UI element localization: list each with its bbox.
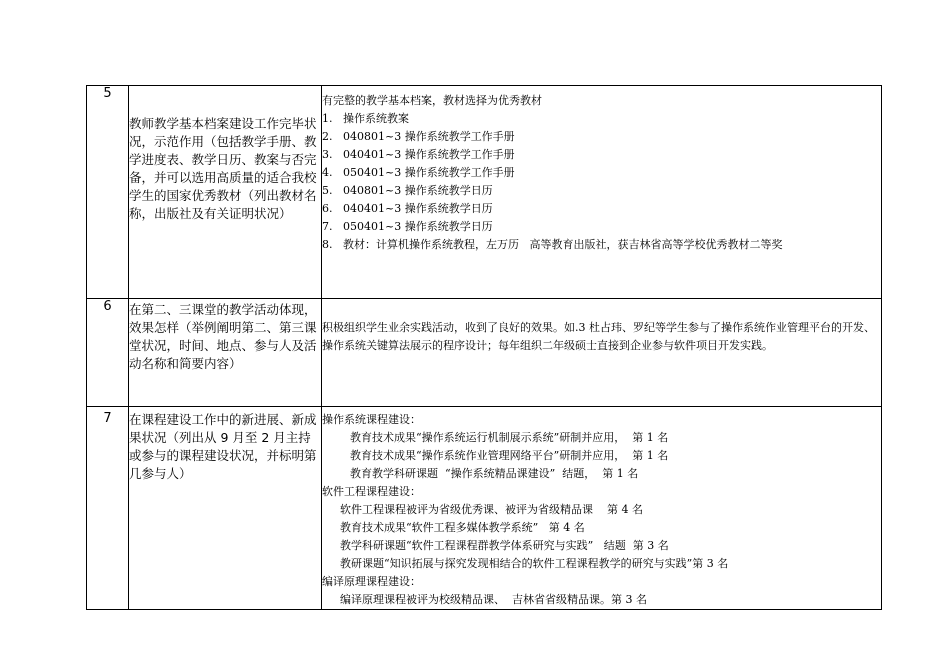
content-line: 5. 040801~3 操作系统教学日历 — [322, 184, 493, 197]
row-content — [322, 86, 882, 299]
content-line: 教育技术成果“操作系统运行机制展示系统”研制并应用， 第 1 名 — [350, 431, 669, 444]
content-line: 有完整的教学基本档案，教材选择为优秀教材 — [322, 94, 542, 107]
evaluation-table — [86, 85, 882, 610]
content-line: 教育技术成果“软件工程多媒体教学系统” 第 4 名 — [340, 521, 585, 534]
content-line: 软件工程课程被评为省级优秀课、被评为省级精品课 第 4 名 — [340, 503, 643, 516]
content-line: 4. 050401~3 操作系统教学工作手册 — [322, 166, 515, 179]
row-content — [322, 299, 882, 407]
content-line: 编译原理课程建设： — [322, 575, 421, 588]
content-line: 教研课题“知识拓展与探究发现相结合的软件工程课程教学的研究与实践”第 3 名 — [340, 557, 729, 570]
row-item-description: 教师教学基本档案建设工作完毕状况，示范作用（包括教学手册、教学进度表、教学日历、教案与否完备，并可以选用高质量的适合我校学生的国家优秀教材（列出教材名称，出版社及有关证明状况） — [129, 86, 322, 299]
content-line: 7. 050401~3 操作系统教学日历 — [322, 220, 493, 233]
content-line: 3. 040401~3 操作系统教学工作手册 — [322, 148, 515, 161]
content-line: 软件工程课程建设： — [322, 485, 421, 498]
row-item-description: 在课程建设工作中的新进展、新成果状况（列出从 9 月至 2 月主持或参与的课程建设状况，并标明第几参与人） — [129, 407, 322, 610]
table-row — [87, 299, 882, 407]
content-line: 教育教学科研课题 “操作系统精品课建设” 结题， 第 1 名 — [350, 467, 639, 480]
row-content — [322, 407, 882, 610]
content-line: 2. 040801~3 操作系统教学工作手册 — [322, 130, 515, 143]
content-line: 积极组织学生业余实践活动，收到了良好的效果。如.3 杜占玮、罗纪等学生参与了操作系统作业管理平台的开发、操作系统关键算法展示的程序设计；每年组织二年级硕士直接到企业参与软件项目开发实践。 — [322, 321, 875, 352]
table-row — [87, 407, 882, 610]
content-line: 操作系统课程建设： — [322, 413, 421, 426]
content-line: 6. 040401~3 操作系统教学日历 — [322, 202, 493, 215]
row-number: 5 — [87, 86, 129, 299]
content-line: 编译原理课程被评为校级精品课、 吉林省省级精品课。第 3 名 — [340, 593, 647, 606]
row-number: 7 — [87, 407, 129, 610]
content-line: 教育技术成果“操作系统作业管理网络平台”研制并应用， 第 1 名 — [350, 449, 669, 462]
row-item-description: 在第二、三课堂的教学活动体现，效果怎样（举例阐明第二、第三课堂状况，时间、地点、参与人及活动名称和简要内容） — [129, 299, 322, 407]
content-line: 8. 教材：计算机操作系统教程，左万历 高等教育出版社，获吉林省高等学校优秀教材二等奖 — [322, 238, 783, 251]
row-number: 6 — [87, 299, 129, 407]
content-line: 1. 操作系统教案 — [322, 112, 409, 125]
content-line: 教学科研课题“软件工程课程群教学体系研究与实践” 结题 第 3 名 — [340, 539, 669, 552]
table-row — [87, 86, 882, 299]
